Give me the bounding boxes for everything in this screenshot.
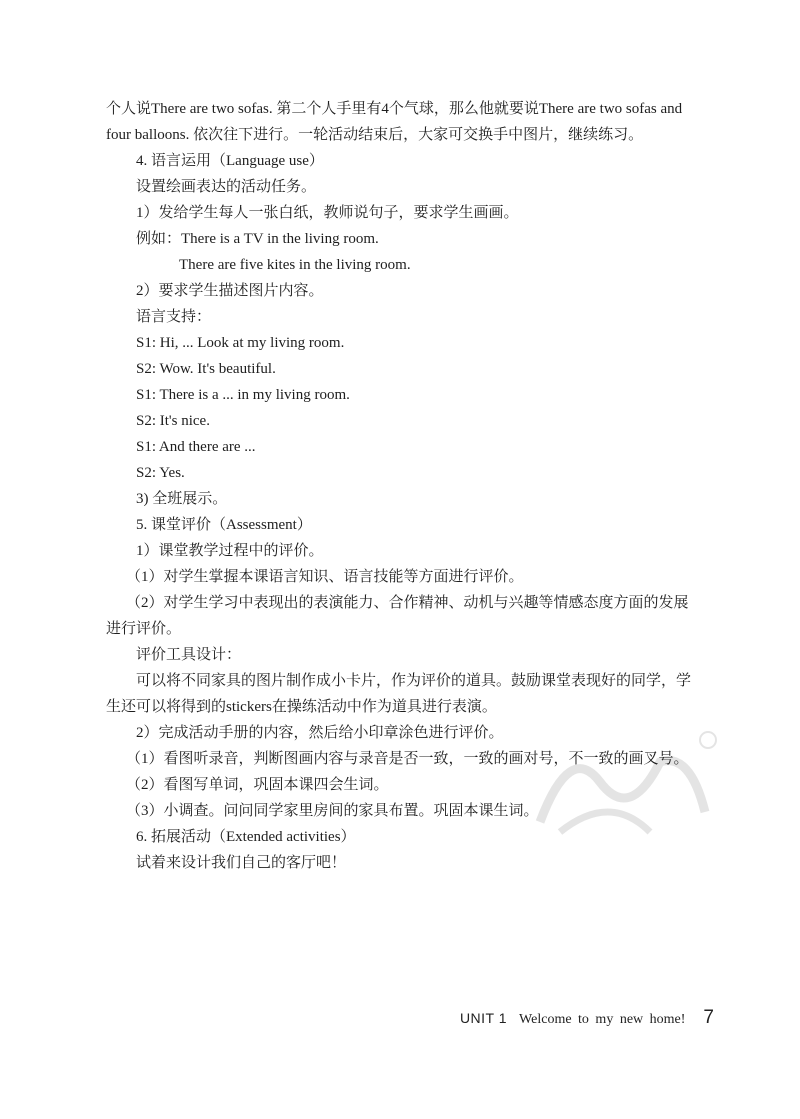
dialogue-line: S2: Yes.	[136, 465, 185, 481]
paragraph-line: 试着来设计我们自己的客厅吧！	[136, 855, 347, 871]
section-heading-assessment: 5. 课堂评价（Assessment）	[136, 517, 312, 533]
dialogue-line: S1: Hi, ... Look at my living room.	[136, 335, 345, 351]
footer-unit-title: Welcome to my new home!	[519, 1012, 686, 1027]
paragraph-line: four balloons. 依次往下进行。一轮活动结束后，大家可交换手中图片，继续练习。	[106, 127, 644, 143]
page-number: 7	[703, 1007, 714, 1028]
paragraph-line: 生还可以将得到的stickers在操练活动中作为道具进行表演。	[106, 699, 497, 715]
dialogue-line: S2: It's nice.	[136, 413, 210, 429]
example-line: There are five kites in the living room.	[179, 257, 411, 273]
example-line: 例如：There is a TV in the living room.	[136, 231, 379, 247]
paragraph-line: 2）完成活动手册的内容，然后给小印章涂色进行评价。	[136, 725, 504, 741]
paragraph-line: 进行评价。	[106, 621, 182, 637]
dialogue-line: S2: Wow. It's beautiful.	[136, 361, 276, 377]
section-heading-language-use: 4. 语言运用（Language use）	[136, 153, 324, 169]
paragraph-line: （2）对学生学习中表现出的表演能力、合作精神、动机与兴趣等情感态度方面的发展	[126, 595, 689, 611]
paragraph-line: 评价工具设计：	[136, 647, 242, 663]
dialogue-line: S1: There is a ... in my living room.	[136, 387, 350, 403]
page-footer	[0, 1007, 714, 1029]
paragraph-line: 1）发给学生每人一张白纸，教师说句子，要求学生画画。	[136, 205, 519, 221]
paragraph-line: 2）要求学生描述图片内容。	[136, 283, 324, 299]
paragraph-line: 1）课堂教学过程中的评价。	[136, 543, 324, 559]
page-body	[106, 96, 706, 876]
section-heading-extended-activities: 6. 拓展活动（Extended activities）	[136, 829, 356, 845]
paragraph-line: 可以将不同家具的图片制作成小卡片，作为评价的道具。鼓励课堂表现好的同学，学	[136, 673, 692, 689]
paragraph-line: （1）看图听录音，判断图画内容与录音是否一致，一致的画对号，不一致的画叉号。	[126, 751, 689, 767]
footer-unit-label: UNIT 1	[459, 1010, 508, 1026]
paragraph-line: （1）对学生掌握本课语言知识、语言技能等方面进行评价。	[126, 569, 524, 585]
paragraph-line: 3) 全班展示。	[136, 491, 228, 507]
paragraph-line: （3）小调查。问问同学家里房间的家具布置。巩固本课生词。	[126, 803, 539, 819]
paragraph-line: 语言支持：	[136, 309, 212, 325]
dialogue-line: S1: And there are ...	[136, 439, 256, 455]
paragraph-line: 设置绘画表达的活动任务。	[136, 179, 317, 195]
paragraph-line: （2）看图写单词，巩固本课四会生词。	[126, 777, 389, 793]
paragraph-line: 个人说There are two sofas. 第二个人手里有4个气球，那么他就要说There are two sofas and	[106, 101, 683, 117]
